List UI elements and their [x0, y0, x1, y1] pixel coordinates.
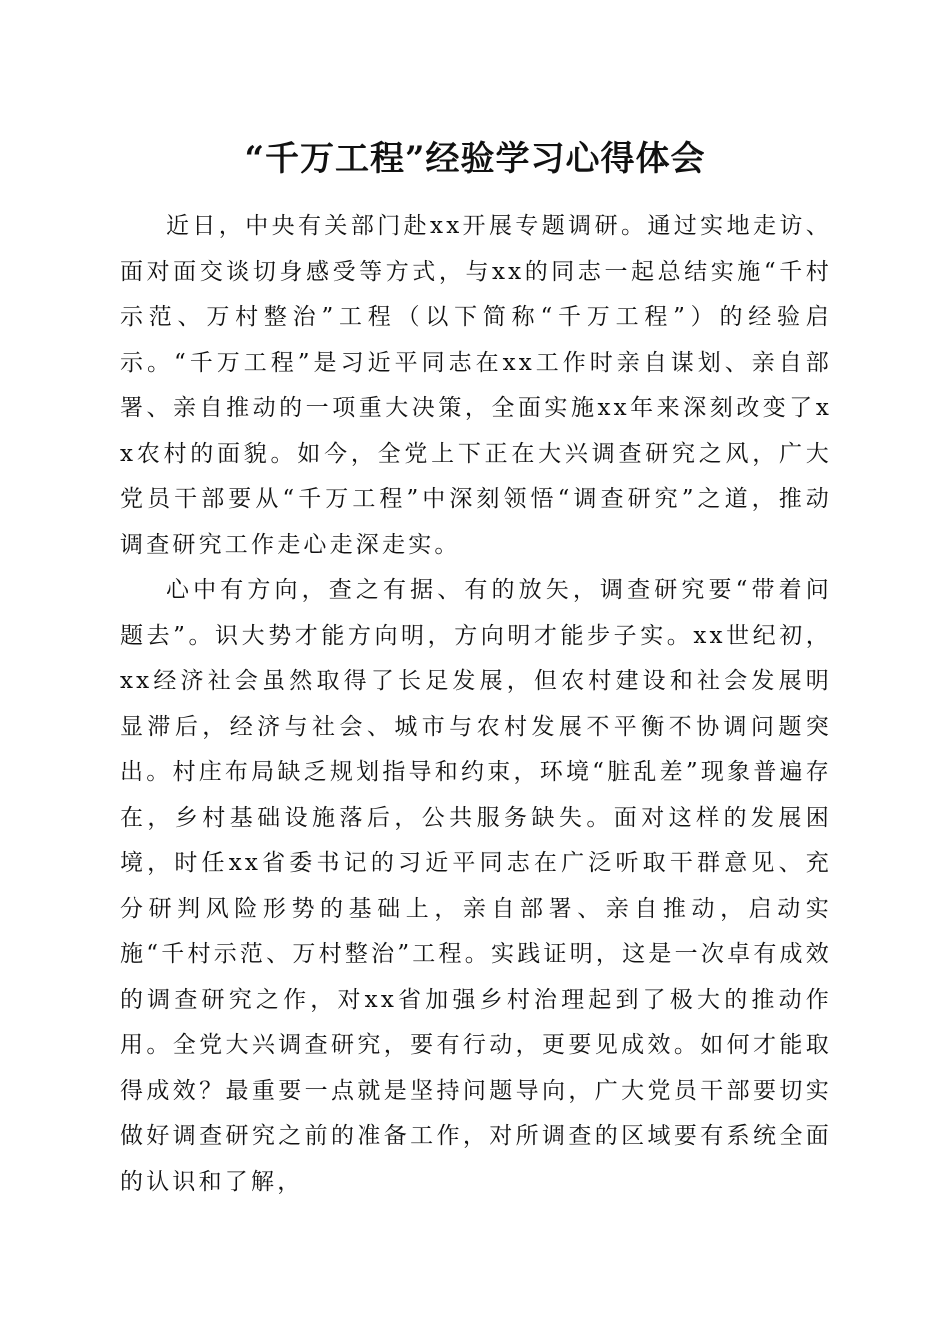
paragraph-2: 心中有方向，查之有据、有的放矢，调查研究要“带着问题去”。识大势才能方向明，方向明才能步子实。xx世纪初，xx经济社会虽然取得了长足发展，但农村建设和社会发展明显滞后，经济与社会、城市与农村发展不平衡不协调问题突出。村庄布局缺乏规划指导和约束，环境“脏乱差”现象普遍存在，乡村基础设施落后，公共服务缺失。面对这样的发展困境，时任xx省委书记的习近平同志在广泛听取干群意见、充分研判风险形势的基础上，亲自部署、亲自推动，启动实施“千村示范、万村整治”工程。实践证明，这是一次卓有成效的调查研究之作，对xx省加强乡村治理起到了极大的推动作用。全党大兴调查研究，要有行动，更要见成效。如何才能取得成效？最重要一点就是坚持问题导向，广大党员干部要切实做好调查研究之前的准备工作，对所调查的区域要有系统全面的认识和了解， [120, 577, 832, 1195]
paragraph-1: 近日，中央有关部门赴xx开展专题调研。通过实地走访、面对面交谈切身感受等方式，与xx的同志一起总结实施“千村示范、万村整治”工程（以下简称“千万工程”）的经验启示。“千万工程”是习近平同志在xx工作时亲自谋划、亲自部署、亲自推动的一项重大决策，全面实施xx年来深刻改变了xx农村的面貌。如今，全党上下正在大兴调查研究之风，广大党员干部要从“千万工程”中深刻领悟“调查研究”之道，推动调查研究工作走心走深走实。 [120, 213, 832, 558]
document-body [120, 204, 832, 1205]
document-title: “千万工程”经验学习心得体会 [244, 139, 706, 179]
